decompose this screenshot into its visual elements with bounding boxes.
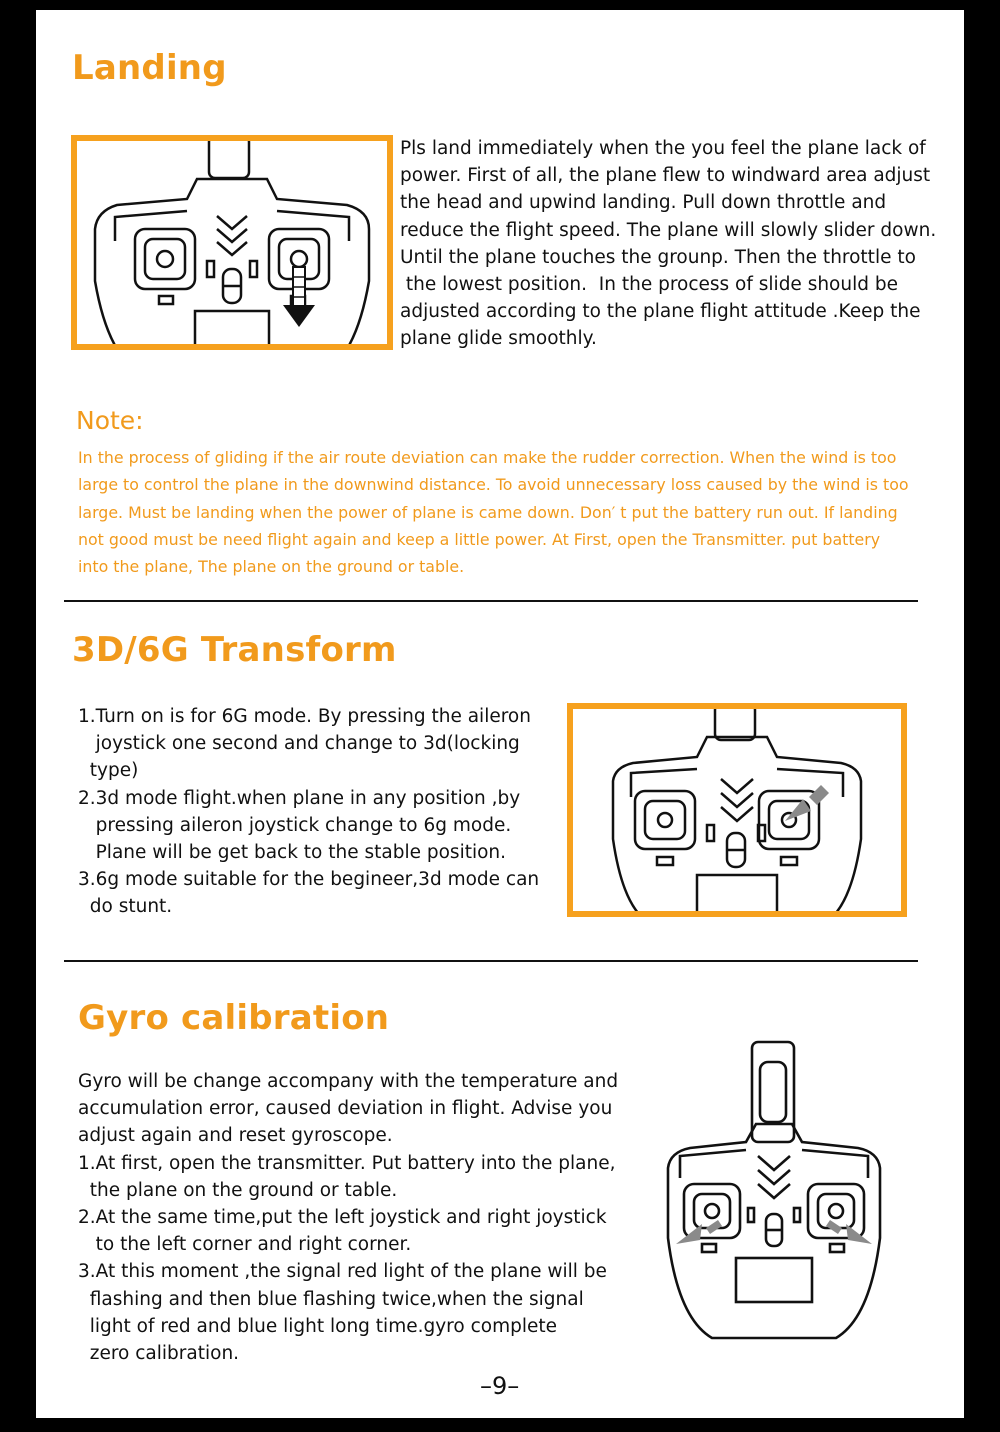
transform-line: 2.3d mode flight.when plane in any position ,by [78, 787, 521, 809]
transform-line: 1.Turn on is for 6G mode. By pressing the aileron [78, 706, 531, 727]
transmitter-throttle-down-icon [77, 141, 387, 344]
gyro-line: 2.At the same time,put the left joystick and right joystick [78, 1207, 607, 1229]
gyro-line: adjust again and reset gyroscope. [78, 1125, 393, 1147]
transform-line: do stunt. [78, 896, 173, 918]
transform-line: Plane will be get back to the stable position. [78, 842, 507, 864]
gyro-line: flashing and then blue flashing twice,when the signal [78, 1288, 584, 1310]
gyro-instructions [78, 1068, 618, 1367]
gyro-heading: Gyro calibration [78, 998, 390, 1038]
landing-line: Until the plane touches the grounp. Then the throttle to [400, 246, 916, 268]
section-divider [64, 960, 918, 962]
landing-line: plane glide smoothly. [400, 328, 597, 350]
note-line: large to control the plane in the downwind distance. To avoid unnecessary loss caused by the wind is too [78, 475, 909, 495]
landing-heading: Landing [72, 48, 227, 88]
gyro-line: to the left corner and right corner. [78, 1234, 412, 1256]
landing-instructions [400, 135, 936, 353]
note-line: large. Must be landing when the power of plane is came down. Don′ t put the battery run out. If landing [78, 502, 898, 522]
transform-line: pressing aileron joystick change to 6g mode. [78, 814, 512, 836]
note-line: into the plane, The plane on the ground or table. [78, 557, 465, 577]
page-number: –9– [480, 1372, 520, 1400]
gyro-line: 3.At this moment ,the signal red light of the plane will be [78, 1261, 607, 1283]
landing-line: Pls land immediately when the you feel the plane lack of [400, 138, 926, 159]
transmitter-gyro-calibration-icon [656, 1038, 892, 1344]
gyro-line: zero calibration. [78, 1343, 240, 1365]
transform-line: 3.6g mode suitable for the begineer,3d mode can [78, 869, 540, 891]
gyro-line: Gyro will be change accompany with the temperature and [78, 1071, 619, 1092]
transform-heading: 3D/6G Transform [72, 630, 397, 670]
note-heading: Note: [76, 406, 144, 435]
landing-line: the lowest position. In the process of slide should be [400, 274, 898, 296]
landing-line: power. First of all, the plane flew to windward area adjust [400, 165, 931, 187]
transform-transmitter-figure [567, 703, 907, 917]
transform-instructions [78, 703, 539, 921]
landing-line: adjusted according to the plane flight attitude .Keep the [400, 301, 921, 323]
landing-line: reduce the flight speed. The plane will slowly slider down. [400, 219, 937, 241]
note-line: not good must be need flight again and keep a little power. At First, open the Transmitter. put battery [78, 529, 881, 549]
transmitter-aileron-press-icon [573, 709, 901, 911]
transform-line: type) [78, 760, 139, 782]
gyro-line: the plane on the ground or table. [78, 1179, 398, 1201]
gyro-line: 1.At first, open the transmitter. Put battery into the plane, [78, 1152, 616, 1174]
landing-line: the head and upwind landing. Pull down throttle and [400, 192, 887, 214]
section-divider [64, 600, 918, 602]
gyro-line: light of red and blue light long time.gyro complete [78, 1315, 557, 1337]
manual-page [36, 10, 964, 1418]
note-text [78, 444, 909, 580]
gyro-line: accumulation error, caused deviation in flight. Advise you [78, 1098, 613, 1120]
transform-line: joystick one second and change to 3d(locking [78, 733, 520, 755]
landing-transmitter-figure [71, 135, 393, 350]
note-line: In the process of gliding if the air route deviation can make the rudder correction. When the wind is too [78, 448, 897, 467]
